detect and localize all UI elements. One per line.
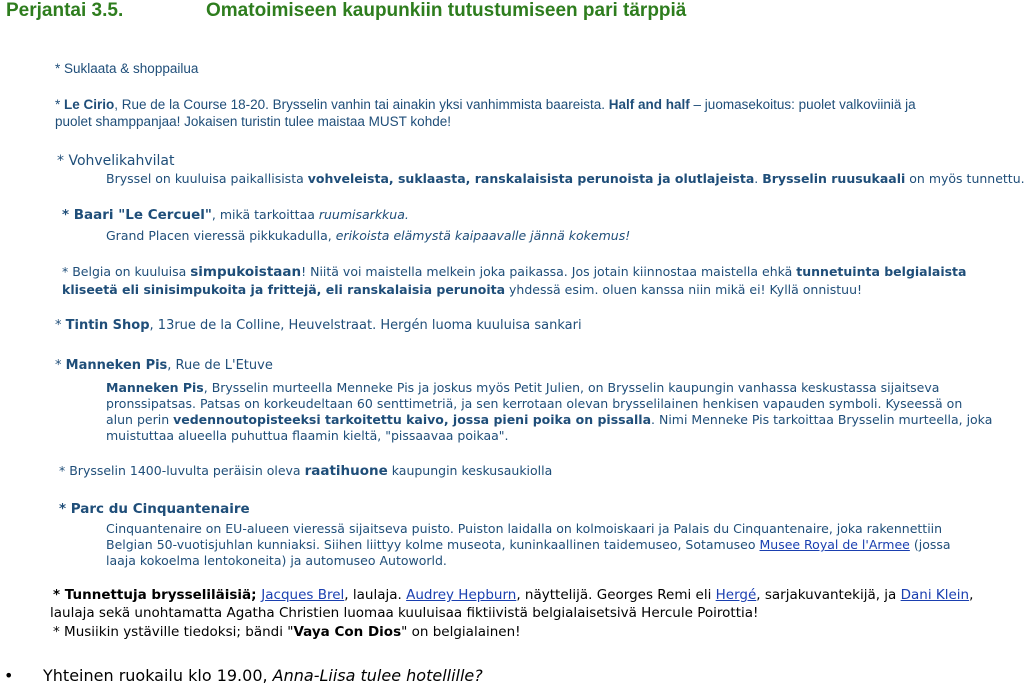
section-raatihuone: * Brysselin 1400-luvulta peräisin oleva raatihuone kaupungin keskusaukiolla xyxy=(59,463,553,479)
musee-royal-link[interactable]: Musee Royal de l'Armee xyxy=(759,537,910,552)
section-belgia-line1: * Belgia on kuuluisa simpukoistaan! Niitä voi maistella melkein joka paikassa. Jos jotain kiinnostaa maistella ehkä tunnetuinta belgialaista xyxy=(62,264,967,280)
section-manneken-heading: * Manneken Pis, Rue de L'Etuve xyxy=(55,358,273,373)
section-vohveli-heading: * Vohvelikahvilat xyxy=(57,153,175,169)
section-tintin: * Tintin Shop, 13rue de la Colline, Heuvelstraat. Hergén luoma kuuluisa sankari xyxy=(55,318,582,333)
section-parc-line1: Cinquantenaire on EU-alueen vieressä sijaitseva puisto. Puiston laidalla on kolmoiskaari ja Palais du Cinquantenaire, joka rakennettiin xyxy=(106,521,943,536)
section-cercuel-line1: * Baari "Le Cercuel", mikä tarkoittaa ruumisarkkua. xyxy=(62,207,409,223)
section-manneken-line2: pronssipatsas. Patsas on korkeudeltaan 60 senttimetriä, ja sen kerrotaan olevan brysselilainen henkisen vapauden symboli. Kyseessä on xyxy=(106,396,963,411)
dani-klein-link[interactable]: Dani Klein xyxy=(900,587,970,603)
jacques-brel-link[interactable]: Jacques Brel xyxy=(261,587,345,603)
section-tunnettuja-line1: * Tunnettuja brysseliläisiä; Jacques Brel, laulaja. Audrey Hepburn, näyttelijä. Georges Remi eli Hergé, sarjakuvantekijä, ja Dani Klein, xyxy=(53,587,974,603)
section-musiikki: * Musiikin ystäville tiedoksi; bändi "Vaya Con Dios" on belgialainen! xyxy=(53,624,521,640)
section-belgia-line2: kliseetä eli sinisimpukoita ja frittejä, eli ranskalaisia perunoita yhdessä esim. oluen kanssa niin mikä ei! Kyllä onnistuu! xyxy=(62,282,863,297)
section-suklaa: * Suklaata & shoppailua xyxy=(55,61,199,76)
section-tunnettuja-line2: laulaja sekä unohtamatta Agatha Christien luomaa kuuluisaa fiktiivistä belgialaisetsivä Hercule Poirottia! xyxy=(50,605,759,621)
section-cercuel-line2: Grand Placen vieressä pikkukadulla, erikoista elämystä kaipaavalle jännä kokemus! xyxy=(106,228,631,243)
section-vohveli-text: Bryssel on kuuluisa paikallisista vohveleista, suklaasta, ranskalaisista perunoista ja olutlajeista. Brysselin ruusukaali on myös tunnettu. xyxy=(106,171,1025,186)
cirio-name: Le Cirio xyxy=(64,97,115,112)
footer-text: Yhteinen ruokailu klo 19.00, Anna-Liisa tulee hotellille? xyxy=(43,666,483,685)
audrey-hepburn-link[interactable]: Audrey Hepburn xyxy=(406,587,517,603)
section-parc-heading: * Parc du Cinquantenaire xyxy=(59,501,250,517)
section-parc-line3: laaja kokoelma lentokoneita) ja automuseo Autoworld. xyxy=(106,553,447,568)
footer-bullet: • xyxy=(4,666,14,685)
herge-link[interactable]: Hergé xyxy=(715,587,757,603)
section-cirio-line2: puolet shamppanjaa! Jokaisen turistin tulee maistaa MUST kohde! xyxy=(55,114,451,129)
section-manneken-line4: muistuttaa alueella puhuttua flaamin kieltä, "pissaavaa poikaa". xyxy=(106,428,509,443)
section-parc-line2: Belgian 50-vuotisjuhlan kunniaksi. Siihen liittyy kolme museota, kuninkaallinen taidemuseo, Sotamuseo Musee Royal de l'Armee (jossa xyxy=(106,537,951,552)
page-day: Perjantai 3.5. xyxy=(6,0,124,21)
page-title: Omatoimiseen kaupunkiin tutustumiseen pari tärppiä xyxy=(206,0,687,21)
section-manneken-line3: alun perin vedennoutopisteeksi tarkoitettu kaivo, jossa pieni poika on pissalla. Nimi Menneke Pis tarkoittaa Brysselin murteella, joka xyxy=(106,412,993,427)
section-manneken-line1: Manneken Pis, Brysselin murteella Menneke Pis ja joskus myös Petit Julien, on Brysselin kaupungin vanhassa keskustassa sijaitseva xyxy=(106,380,940,395)
section-cirio-line1: * Le Cirio, Rue de la Course 18-20. Brysselin vanhin tai ainakin yksi vanhimmista baareista. Half and half – juomasekoitus: puolet valkoviiniä ja xyxy=(55,97,916,112)
